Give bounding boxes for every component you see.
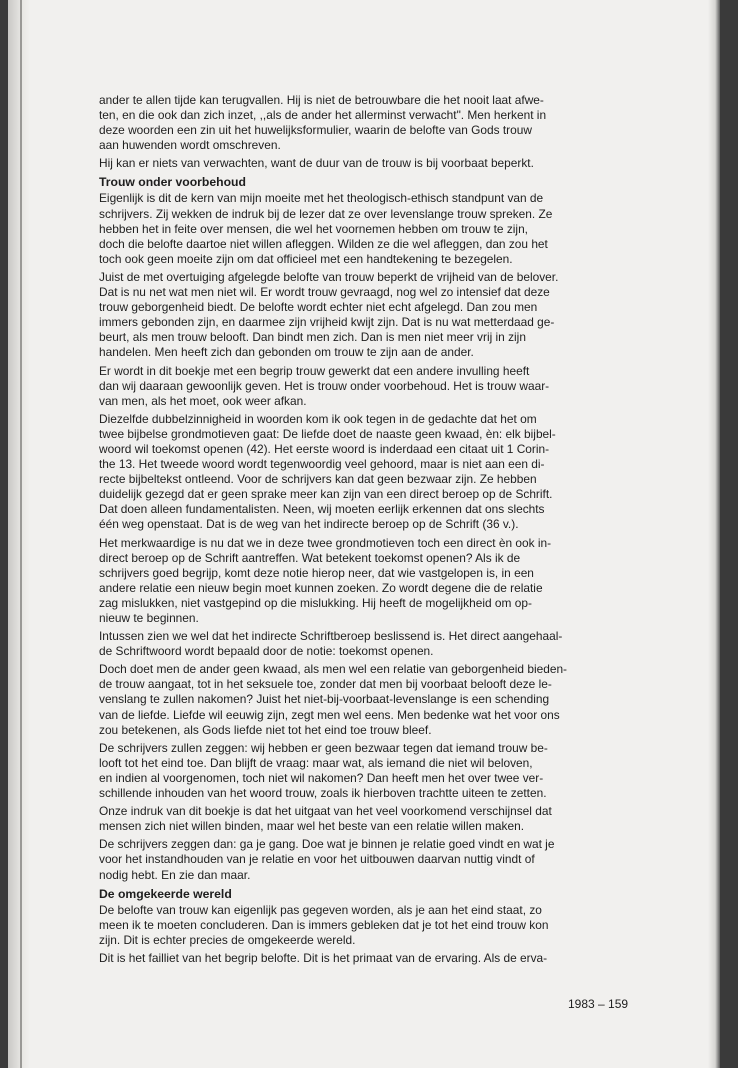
paragraph: De schrijvers zeggen dan: ga je gang. Doe wat je binnen je relatie goed vindt en wat je voor het instandhouden van je relatie en voor het uitbouwen daarvan nuttig vindt of nodig hebt. En zie dan maar. — [99, 837, 555, 882]
page-right-edge — [708, 0, 720, 1068]
paragraph: Er wordt in dit boekje met een begrip trouw gewerkt dat een andere invulling heeft dan wij daaraan gewoonlijk geven. Het is trouw onder voorbehoud. Het is trouw waar- van men, als het moet, ook weer afkan. — [99, 363, 550, 408]
paragraph: Doch doet men de ander geen kwaad, als men wel een relatie van geborgenheid bieden- de trouw aangaat, tot in het seksuele toe, zonder dat men bij voorbaat belooft deze le- venslang te zullen nakomen? Juist het niet-bij-voorbaat-levenslange is een schending van de liefde. Liefde wil eeuwig zijn, zegt men wel eens. Men bedenke wat het voor ons zou betekenen, als Gods liefde niet tot het eind toe trouw bleef. — [99, 662, 568, 737]
paragraph: Hij kan er niets van verwachten, want de duur van de trouw is bij voorbaat beperkt. — [99, 156, 534, 171]
section-heading: Trouw onder voorbehoud — [99, 175, 246, 190]
paragraph: Juist de met overtuiging afgelegde belofte van trouw beperkt de vrijheid van de belover. Dat is nu net wat men niet wil. Er wordt trouw gevraagd, nog wel zo intensief dat deze trouw geborgenheid biedt. De belofte wordt echter niet echt afgelegd. Dan zou men immers gebonden zijn, en daarmee zijn vrijheid kwijt zijn. Dat is nu wat metterdaad ge- beurt, als men trouw belooft. Dan bindt men zich. Dan is men niet meer vrij in zijn handelen. Men heeft zich dan gebonden om trouw te zijn aan de ander. — [99, 269, 559, 360]
document-page — [8, 0, 720, 1068]
paragraph: Het merkwaardige is nu dat we in deze twee grondmotieven toch een direct èn ook in- direct beroep op de Schrift aantreffen. Wat betekent toekomst openen? Als ik de schrijvers goed begrijp, komt deze notie hierop neer, dat wie vastgelopen is, in een andere relatie een nieuw begin moet kunnen zoeken. Zo wordt degene die de relatie zag mislukken, niet vastgepind op die mislukking. Hij heeft de mogelijkheid om op- nieuw te beginnen. — [99, 535, 552, 625]
paragraph: De schrijvers zullen zeggen: wij hebben er geen bezwaar tegen dat iemand trouw be- looft tot het eind toe. Dan blijft de vraag: maar wat, als iemand die niet wil beloven, en indien al voorgenomen, toch niet wil nakomen? Dan heeft men het over twee ver- schillende inhouden van het woord trouw, zoals ik hierboven trachtte uiteen te zetten. — [99, 740, 548, 801]
paragraph: Eigenlijk is dit de kern van mijn moeite met het theologisch-ethisch standpunt van de schrijvers. Zij wekken de indruk bij de lezer dat ze over levenslange trouw spreken. Ze hebben het in feite over mensen, die wel het voornemen hebben om trouw te zijn, doch die belofte daartoe niet willen afleggen. Wilden ze die wel afleggen, dan zou het toch ook geen moeite zijn om dat officieel met een handtekening te bezegelen. — [99, 191, 553, 266]
paragraph: Dit is het failliet van het begrip belofte. Dit is het primaat van de ervaring. Als de erva- — [99, 950, 548, 965]
page-binding-edge — [8, 0, 30, 1068]
paragraph: Diezelfde dubbelzinnigheid in woorden kom ik ook tegen in de gedachte dat het om twee bijbelse grondmotieven gaat: De liefde doet de naaste geen kwaad, èn: elk bijbel- woord wil toekomst openen (42). Het eerste woord is inderdaad een citaat uit 1 Corin- the 13. Het tweede woord wordt tegenwoordig veel gehoord, maar is niet aan een di- recte bijbeltekst ontleend. Voor de schrijvers kan dat geen bezwaar zijn. Ze hebben duidelijk gezegd dat er geen sprake meer kan zijn van een direct beroep op de Schrift. Dat doen alleen fundamentalisten. Neen, wij moeten eerlijk erkennen dat ons slechts één weg openstaat. Dat is de weg van het indirecte beroep op de Schrift (36 v.). — [99, 411, 556, 532]
section-heading: De omgekeerde wereld — [99, 886, 232, 901]
article-body — [99, 93, 649, 969]
paragraph: De belofte van trouw kan eigenlijk pas gegeven worden, als je aan het eind staat, zo meen ik te moeten concluderen. Dan is immers gebleken dat je tot het eind trouw kon zijn. Dit is echter precies de omgekeerde wereld. — [99, 902, 549, 947]
paragraph: Intussen zien we wel dat het indirecte Schriftberoep beslissend is. Het direct aangehaal- de Schriftwoord wordt bepaald door de notie: toekomst openen. — [99, 629, 563, 659]
binding-rule — [20, 0, 22, 1068]
paragraph: Onze indruk van dit boekje is dat het uitgaat van het veel voorkomend verschijnsel dat mensen zich niet willen binden, maar wel het beste van een relatie willen maken. — [99, 804, 552, 834]
paragraph: ander te allen tijde kan terugvallen. Hij is niet de betrouwbare die het nooit laat afwe- ten, en die ook dan zich inzet, ,,als de ander het allerminst verwacht". Men herkent in deze woorden een zin uit het huwelijksformulier, waarin de belofte van Gods trouw aan huwenden wordt omschreven. — [99, 93, 547, 153]
page-number: 1983 – 159 — [568, 997, 629, 1011]
